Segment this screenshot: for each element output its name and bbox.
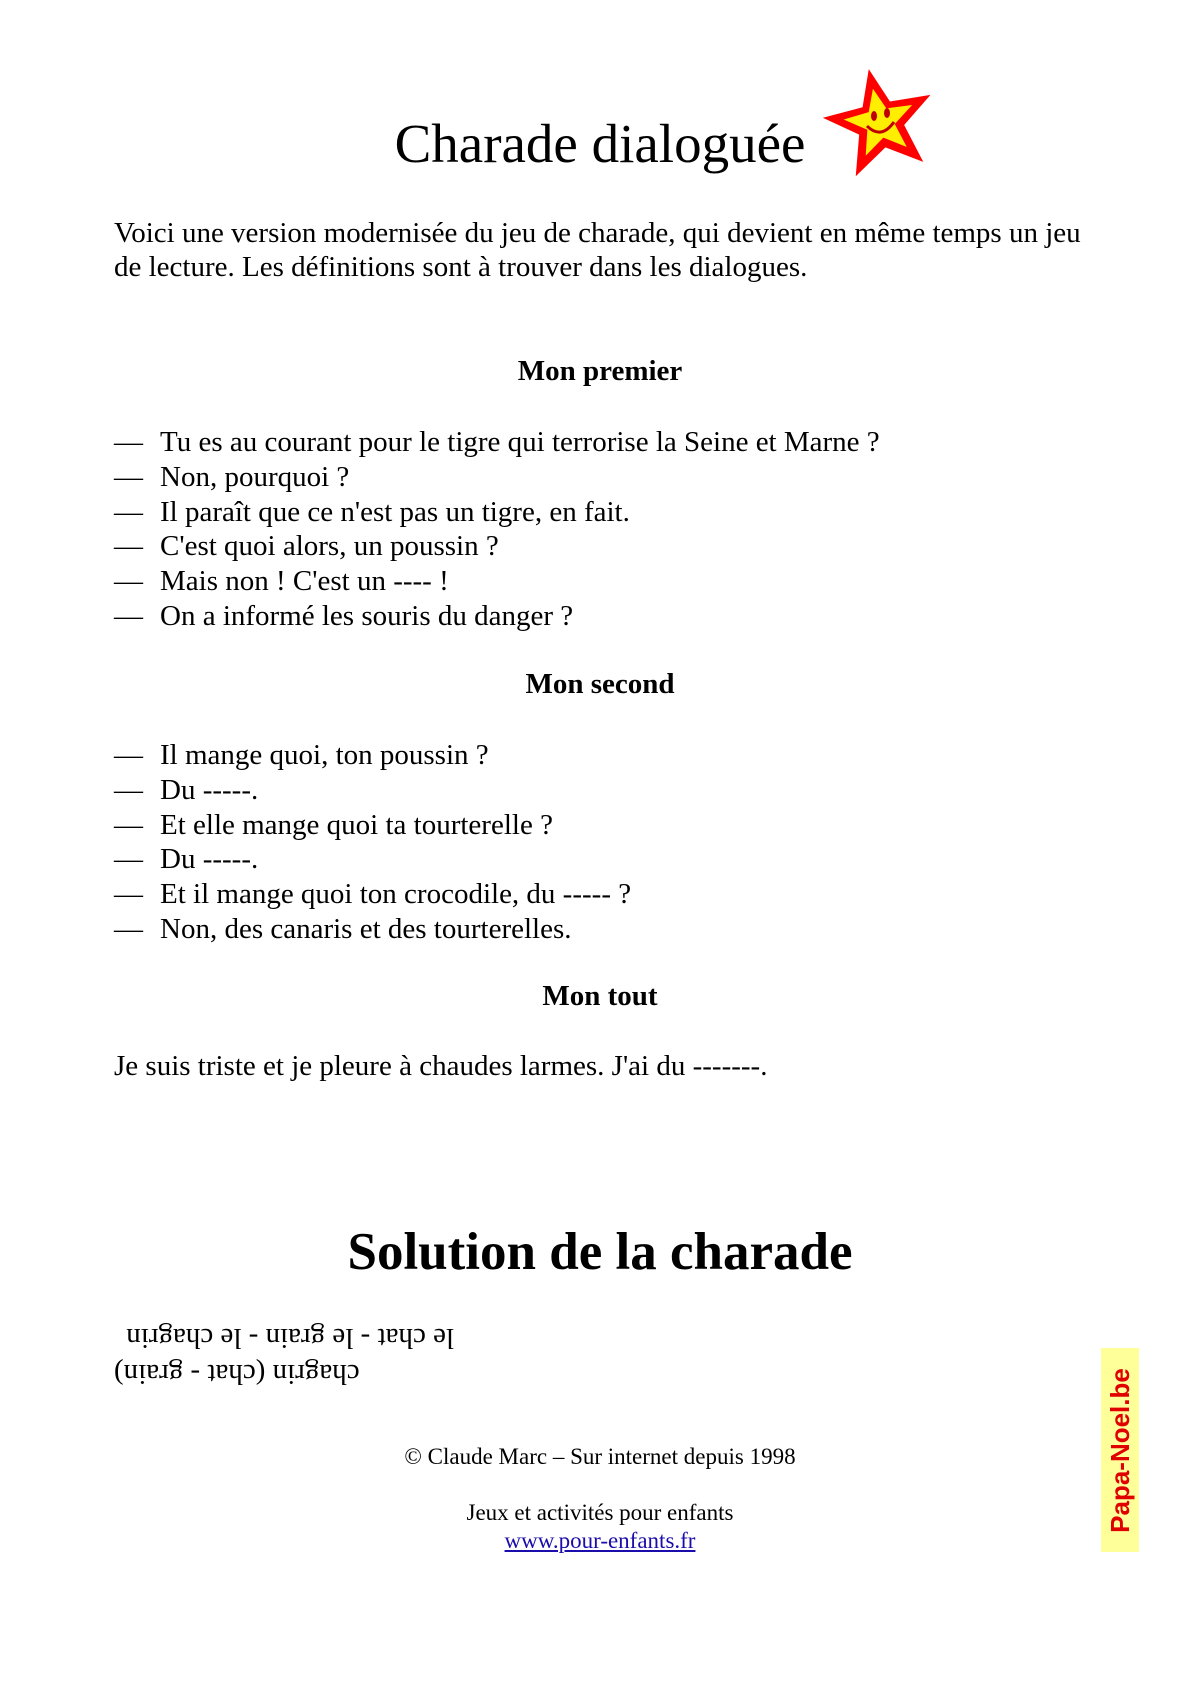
dialog-text: Non, pourquoi ? [160, 460, 350, 493]
dialog-text: C'est quoi alors, un poussin ? [160, 530, 499, 563]
dialog-line [114, 599, 880, 634]
dash: — [114, 808, 143, 841]
dash: — [114, 878, 143, 911]
dash: — [114, 912, 143, 945]
dialog-line [114, 808, 631, 843]
dialog-line [114, 564, 880, 599]
heading-mon-second: Mon second [525, 668, 675, 700]
dash: — [114, 426, 143, 458]
dialog-text: Mais non ! C'est un ---- ! [160, 565, 449, 598]
dialog-line [114, 877, 631, 912]
title-row [0, 112, 1200, 175]
answer-line: chagrin (chat - grain) [114, 1358, 360, 1390]
dialog-line [114, 425, 880, 460]
upside-down-answer [114, 1312, 454, 1392]
copyright-text: © Claude Marc – Sur internet depuis 1998 [404, 1444, 796, 1469]
dialog-line [114, 495, 880, 530]
dash: — [114, 773, 143, 806]
footer-link[interactable]: www.pour-enfants.fr [504, 1528, 696, 1553]
badge-text: Papa-Noel.be [1104, 1367, 1135, 1533]
heading-mon-tout: Mon tout [542, 980, 658, 1012]
dialog-text: Tu es au courant pour le tigre qui terrorise la Seine et Marne ? [160, 426, 880, 458]
dialog-text: Et elle mange quoi ta tourterelle ? [160, 808, 553, 841]
dialog-line [114, 529, 880, 564]
dialog-text: Il mange quoi, ton poussin ? [160, 739, 489, 771]
dialog-text: Non, des canaris et des tourterelles. [160, 912, 572, 945]
dash: — [114, 530, 143, 563]
dialog-line [114, 842, 631, 877]
dialog-line [114, 738, 631, 773]
dialog-line [114, 773, 631, 808]
dash: — [114, 739, 143, 771]
dialog-text: Du -----. [160, 773, 259, 806]
footer-tagline: Jeux et activités pour enfants [466, 1500, 734, 1525]
page-title: Charade dialoguée [394, 113, 806, 174]
mon-tout-text: Je suis triste et je pleure à chaudes larmes. J'ai du -------. [114, 1050, 768, 1082]
dialog-text: Du -----. [160, 843, 259, 876]
heading-mon-premier: Mon premier [517, 355, 683, 387]
answer-line: le chat - le grain - le chagrin [126, 1322, 454, 1354]
intro-text: Voici une version modernisée du jeu de charade, qui devient en même temps un jeu de lecture. Les définitions sont à trouver dans les dialogues. [114, 217, 1081, 283]
dash: — [114, 599, 143, 632]
papa-noel-badge[interactable] [1101, 1348, 1139, 1552]
dialog-text: On a informé les souris du danger ? [160, 599, 574, 632]
dialog-text: Et il mange quoi ton crocodile, du ----- ? [160, 878, 632, 911]
solution-title: Solution de la charade [347, 1223, 853, 1281]
smiley-star-icon [823, 66, 938, 178]
dash: — [114, 460, 143, 493]
dialog-text: Il paraît que ce n'est pas un tigre, en fait. [160, 495, 630, 528]
dialog-line [114, 912, 631, 947]
dash: — [114, 565, 143, 598]
dash: — [114, 495, 143, 528]
dash: — [114, 843, 143, 876]
dialog-second [114, 738, 631, 947]
dialog-line [114, 460, 880, 495]
dialog-premier [114, 425, 880, 634]
